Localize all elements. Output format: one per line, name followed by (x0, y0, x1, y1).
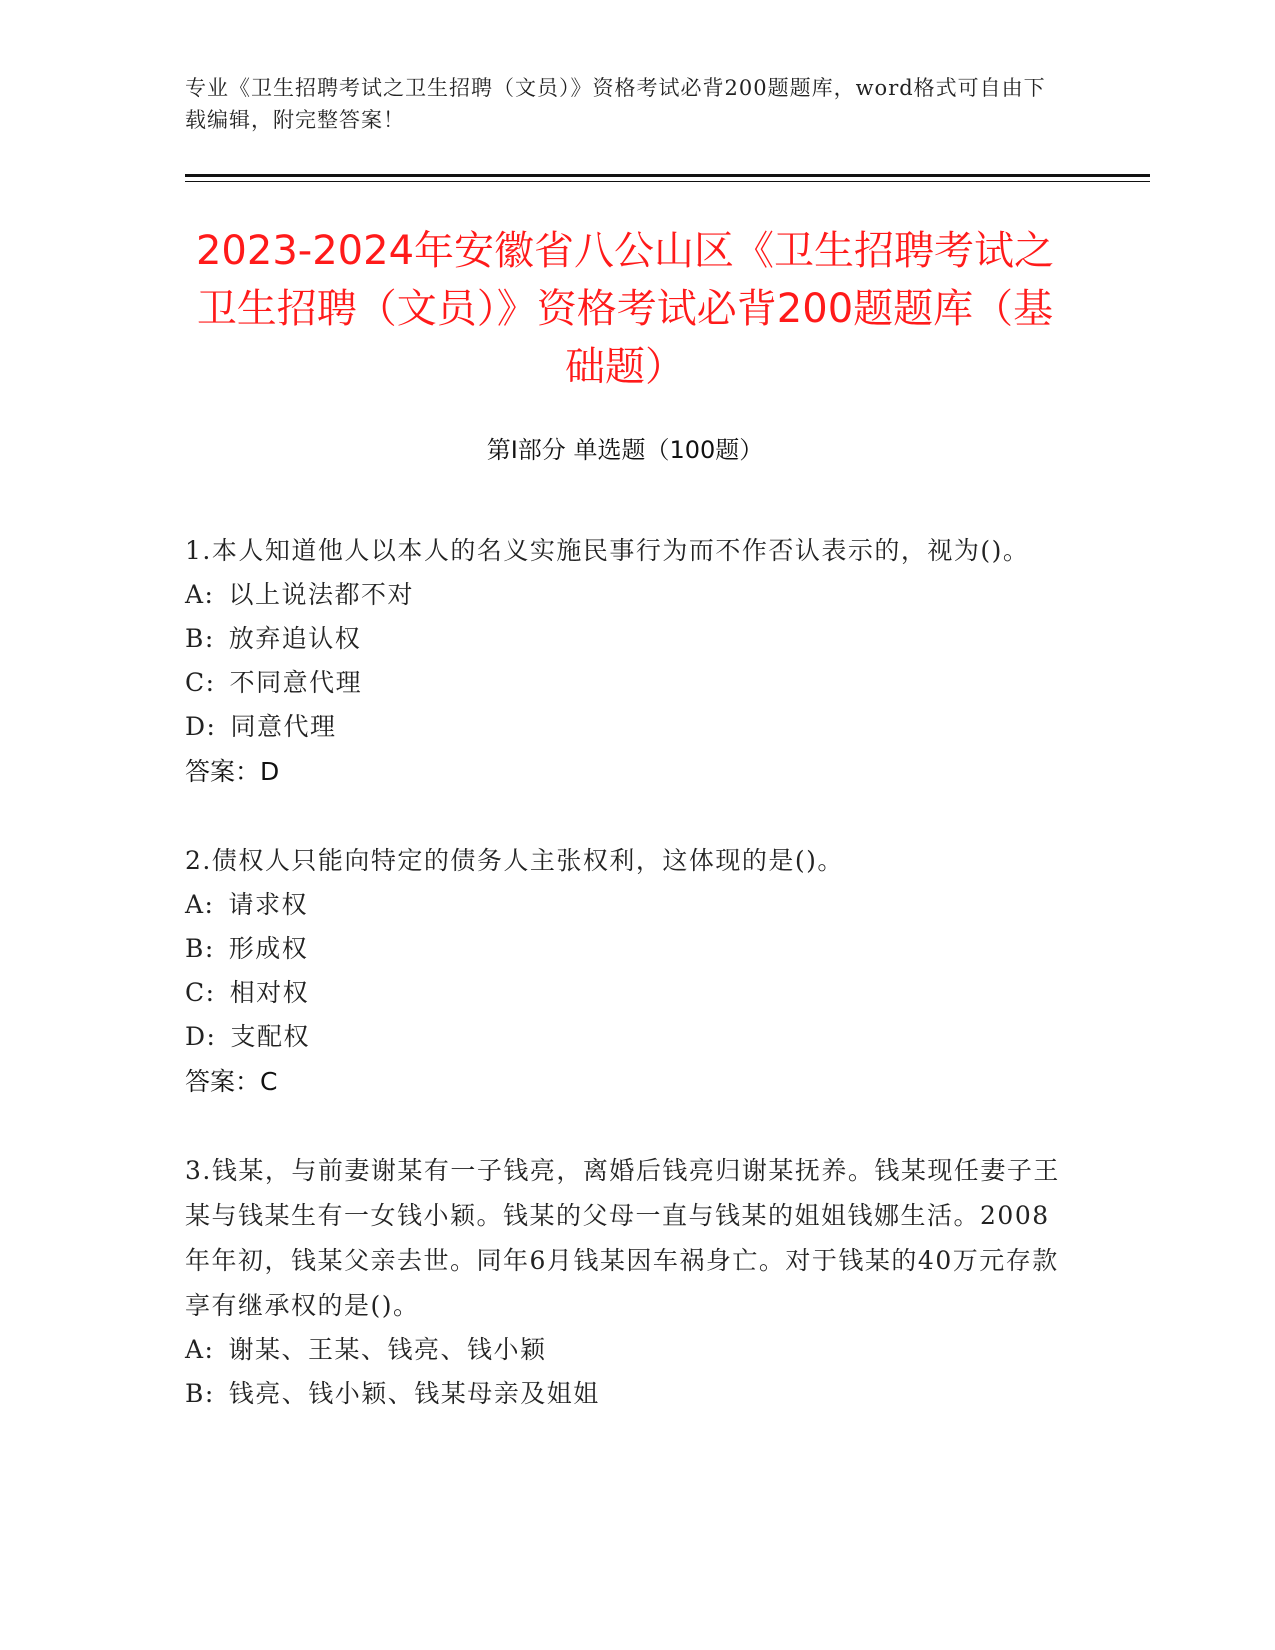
question-stem: 1.本人知道他人以本人的名义实施民事行为而不作否认表示的，视为()。 (185, 536, 1030, 565)
question-stem: 2.债权人只能向特定的债务人主张权利，这体现的是()。 (185, 846, 844, 875)
option-key: D: (185, 712, 217, 741)
option-text: 同意代理 (230, 712, 337, 741)
option-text: 形成权 (228, 934, 309, 963)
option-d (185, 1015, 1065, 1059)
option-key: C: (185, 668, 216, 697)
header-divider-thick (185, 174, 1150, 177)
option-a (185, 1328, 1065, 1372)
option-a (185, 883, 1065, 927)
option-b (185, 617, 1065, 661)
question-1 (185, 528, 1065, 795)
option-c (185, 661, 1065, 705)
question-2 (185, 838, 1065, 1105)
option-b (185, 927, 1065, 971)
option-key: A: (185, 890, 215, 919)
option-key: D: (185, 1022, 217, 1051)
option-c (185, 971, 1065, 1015)
question-stem: 3.钱某，与前妻谢某有一子钱亮，离婚后钱亮归谢某抚养。钱某现任妻子王某与钱某生有一女钱小颖。钱某的父母一直与钱某的姐姐钱娜生活。2008年年初，钱某父亲去世。同年6月钱某因车祸身亡。对于钱某的40万元存款享有继承权的是()。 (185, 1156, 1060, 1320)
option-text: 不同意代理 (229, 668, 363, 697)
option-d (185, 705, 1065, 749)
option-text: 钱亮、钱小颖、钱某母亲及姐姐 (228, 1379, 600, 1408)
header-divider-thin (185, 181, 1150, 182)
option-text: 请求权 (228, 890, 308, 919)
option-a (185, 573, 1065, 617)
document-title: 2023-2024年安徽省八公山区《卫生招聘考试之卫生招聘（文员）》资格考试必背200题题库（基础题） (195, 228, 1055, 390)
option-key: A: (185, 580, 215, 609)
section-title: 第Ⅰ部分 单选题（100题） (486, 436, 764, 464)
option-text: 支配权 (230, 1022, 310, 1051)
answer-line: 答案：D (185, 757, 280, 786)
question-3 (185, 1148, 1065, 1416)
question-list (185, 528, 1065, 1459)
answer-line: 答案：C (185, 1067, 278, 1096)
option-key: A: (185, 1335, 215, 1364)
option-key: B: (185, 624, 215, 653)
option-key: B: (185, 1379, 215, 1408)
option-b (185, 1372, 1065, 1416)
option-key: B: (185, 934, 215, 963)
option-text: 放弃追认权 (228, 624, 362, 653)
option-key: C: (185, 978, 216, 1007)
option-text: 以上说法都不对 (228, 580, 414, 609)
option-text: 相对权 (229, 978, 310, 1007)
header-note: 专业《卫生招聘考试之卫生招聘（文员）》资格考试必背200题题库，word格式可自由下载编辑，附完整答案！ (185, 76, 1046, 132)
option-text: 谢某、王某、钱亮、钱小颖 (228, 1335, 547, 1364)
